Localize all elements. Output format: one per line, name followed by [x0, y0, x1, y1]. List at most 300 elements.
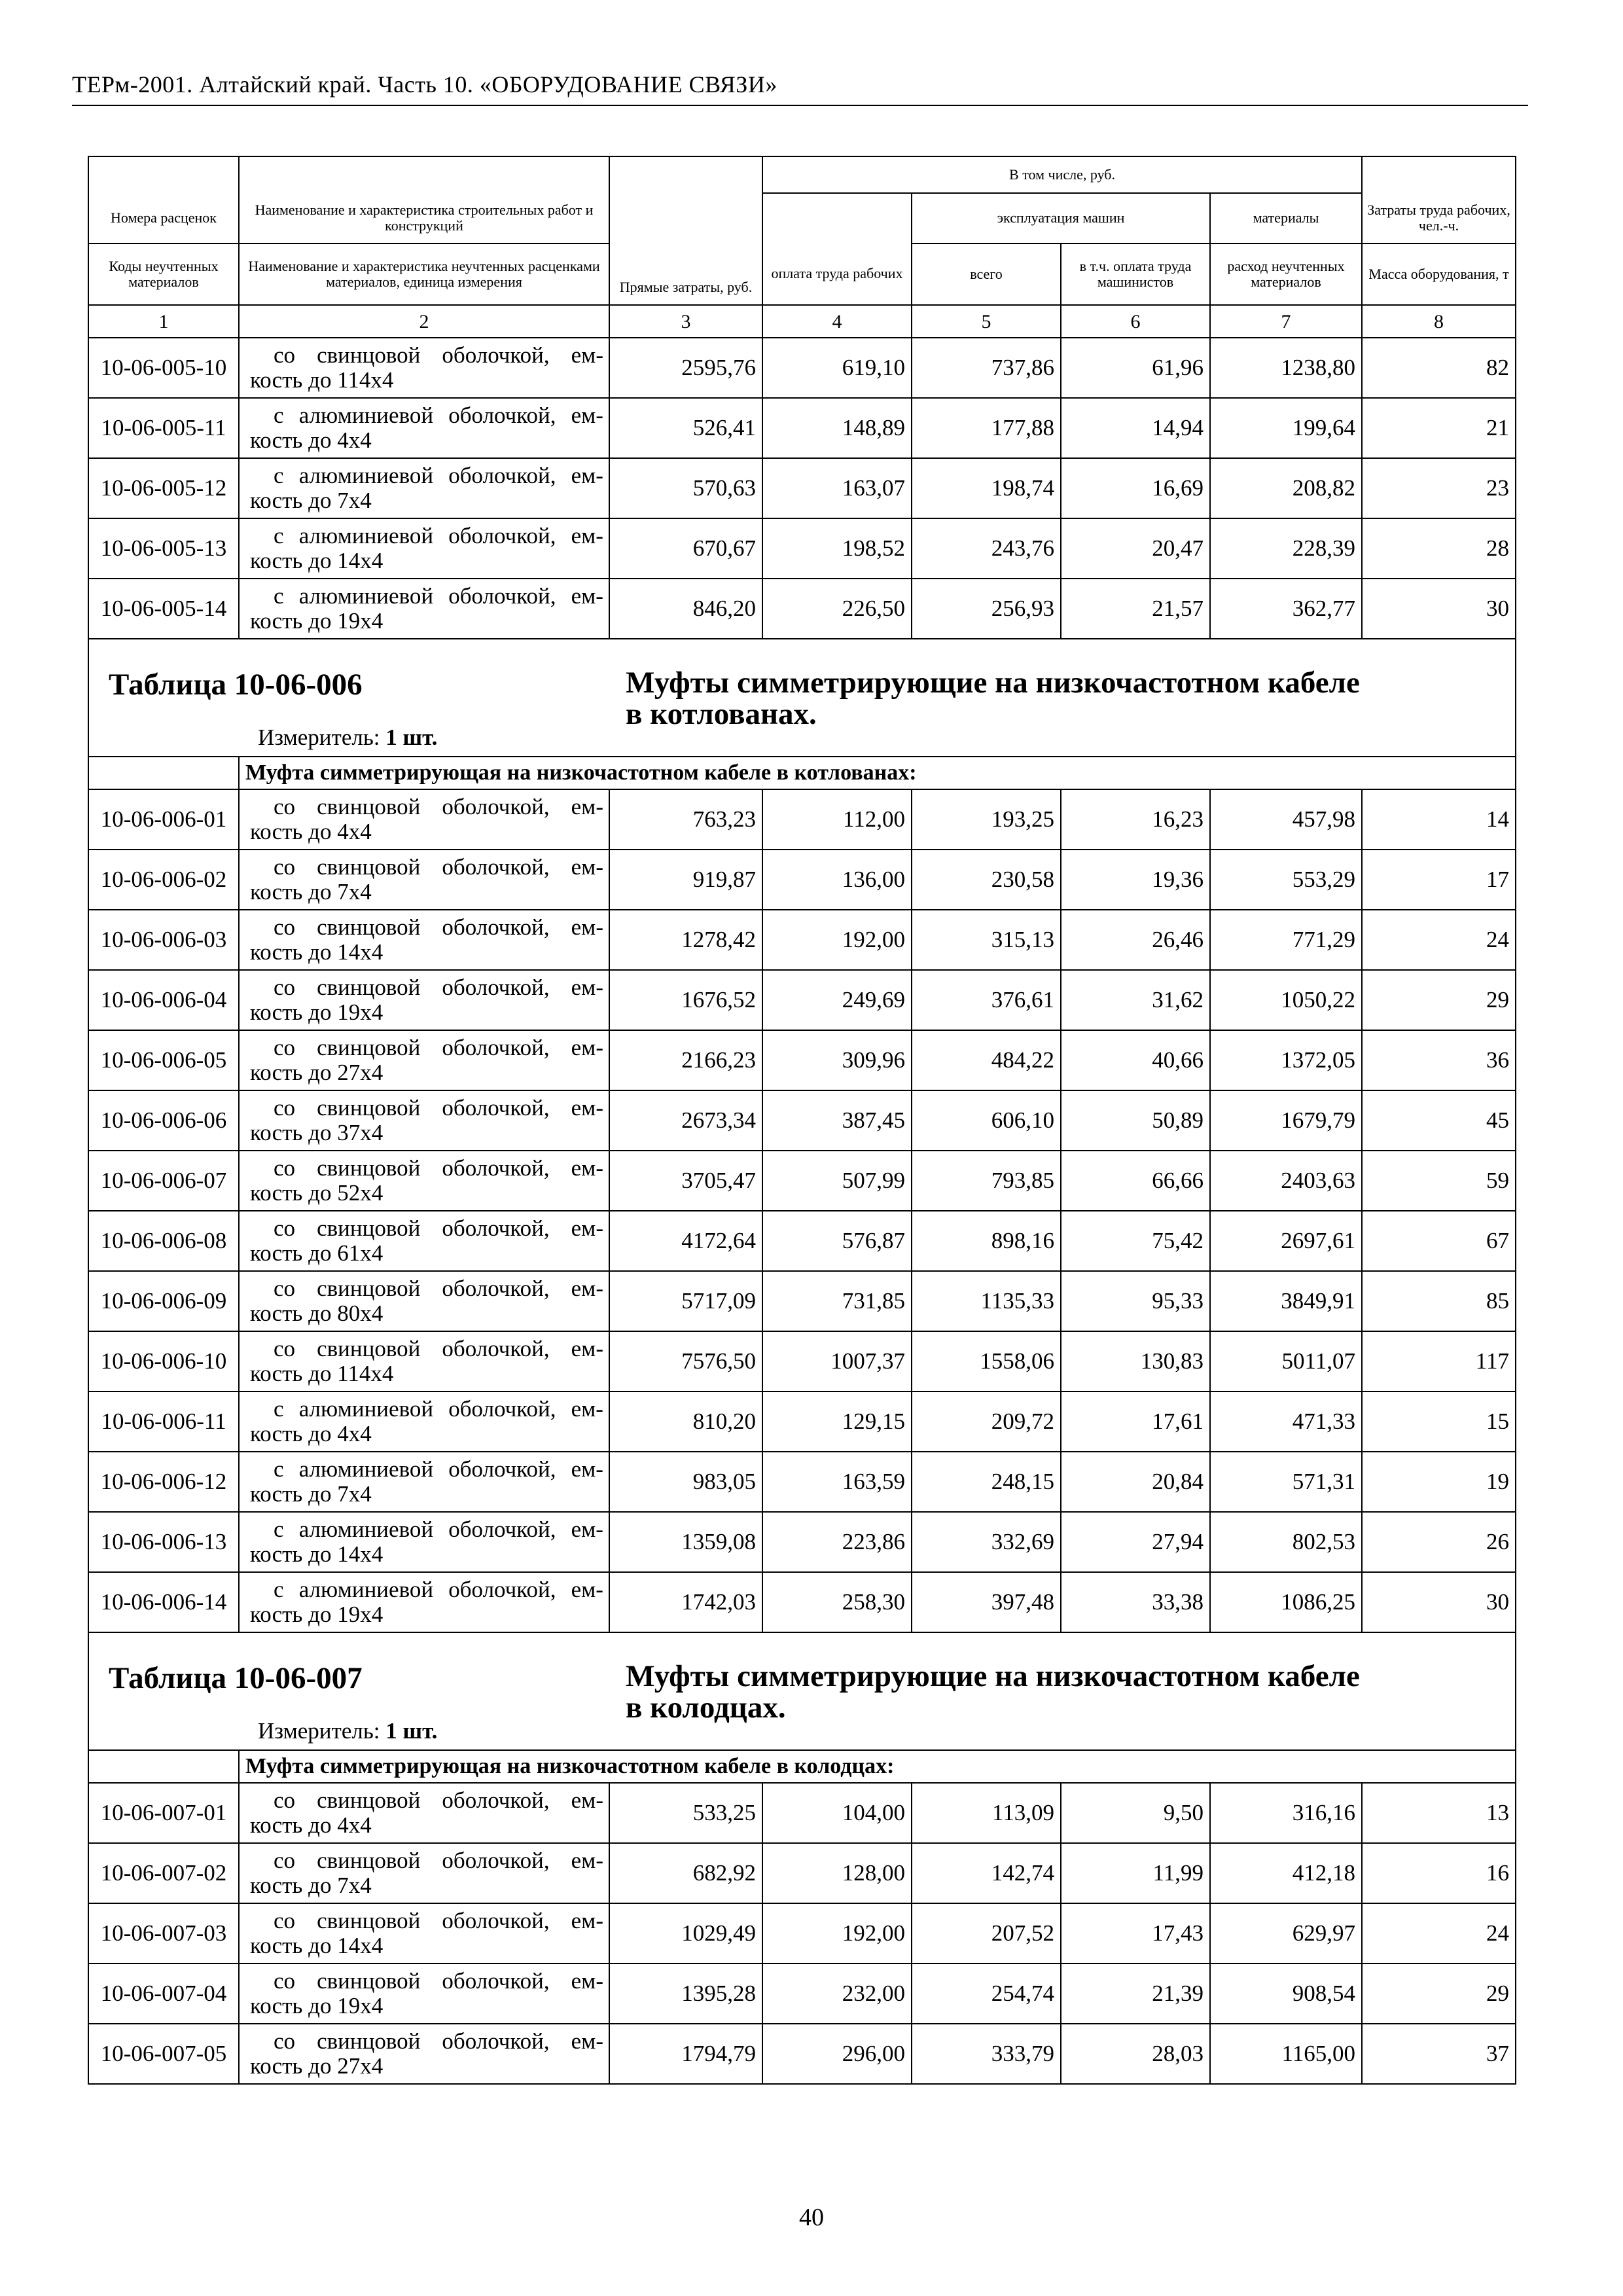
machine-operator-pay-value: 27,94: [1061, 1512, 1210, 1572]
direct-costs-value: 2166,23: [609, 1030, 762, 1090]
table-007-title-block: [88, 1632, 1516, 1750]
materials-value: 1165,00: [1210, 2024, 1362, 2084]
header-labor-costs: Затраты труда рабочих, чел.-ч.: [1362, 193, 1516, 243]
table-006-description-line: в котлованах.: [626, 697, 817, 731]
description-word: алюминиевой: [298, 1396, 434, 1422]
column-number: 3: [609, 305, 762, 338]
rate-code: 10-06-006-08: [88, 1211, 239, 1271]
table-row: [88, 1903, 1516, 1964]
description-word: оболочкой,: [442, 1787, 550, 1813]
description-word: оболочкой,: [448, 1396, 556, 1422]
machine-operator-pay-value: 75,42: [1061, 1211, 1210, 1271]
work-description-line1: [250, 1457, 603, 1482]
table-row: [88, 970, 1516, 1030]
description-word: оболочкой,: [448, 403, 556, 428]
description-word: свинцовой: [317, 914, 421, 940]
work-description: [239, 518, 609, 579]
description-word: оболочкой,: [442, 1336, 550, 1361]
section-blank-cell: [88, 1750, 239, 1783]
labor-hours-value: 19: [1362, 1452, 1516, 1512]
header-cell-blank: [609, 156, 762, 193]
machine-operator-pay-value: 61,96: [1061, 338, 1210, 398]
machine-total-value: 898,16: [912, 1211, 1061, 1271]
table-006-section-heading: Муфта симметрирующая на низкочастотном кабеле в котлованах:: [239, 757, 1516, 789]
description-word: оболочкой,: [442, 1155, 550, 1181]
labor-pay-value: 232,00: [762, 1964, 912, 2024]
rate-code: 10-06-007-04: [88, 1964, 239, 2024]
work-description-line1: [250, 1788, 603, 1813]
work-description: [239, 1903, 609, 1964]
machine-operator-pay-value: 9,50: [1061, 1783, 1210, 1843]
table-row: [88, 458, 1516, 518]
table-row: [88, 1211, 1516, 1271]
table-row: [88, 1090, 1516, 1151]
column-header-table: [88, 156, 1516, 338]
rate-code: 10-06-006-11: [88, 1391, 239, 1452]
table-row: [88, 1572, 1516, 1632]
column-number: 2: [239, 305, 609, 338]
work-description-line1: [250, 463, 603, 488]
work-description-line2: кость до 19х4: [250, 608, 383, 634]
labor-pay-value: 104,00: [762, 1783, 912, 1843]
machine-total-value: 793,85: [912, 1151, 1061, 1211]
machine-operator-pay-value: 33,38: [1061, 1572, 1210, 1632]
description-word: ем-: [571, 403, 603, 428]
description-word: со: [274, 975, 296, 1000]
work-description: [239, 1452, 609, 1512]
description-word: с: [274, 1396, 284, 1422]
work-description-line1: [250, 1336, 603, 1361]
labor-pay-value: 192,00: [762, 910, 912, 970]
direct-costs-value: 1395,28: [609, 1964, 762, 2024]
machine-total-value: 333,79: [912, 2024, 1061, 2084]
page-header: ТЕРм-2001. Алтайский край. Часть 10. «ОБОРУДОВАНИЕ СВЯЗИ»: [72, 71, 777, 98]
description-word: со: [274, 1276, 296, 1301]
labor-pay-value: 223,86: [762, 1512, 912, 1572]
table-006-measure: [258, 725, 437, 751]
work-description-line2: кость до 4х4: [250, 427, 372, 453]
header-including: В том числе, руб.: [762, 156, 1362, 193]
work-description-line2: кость до 61х4: [250, 1240, 383, 1266]
work-description-line1: [250, 343, 603, 368]
labor-pay-value: 507,99: [762, 1151, 912, 1211]
work-description: [239, 1783, 609, 1843]
direct-costs-value: 670,67: [609, 518, 762, 579]
labor-hours-value: 21: [1362, 398, 1516, 458]
labor-hours-value: 13: [1362, 1783, 1516, 1843]
work-description-line1: [250, 584, 603, 609]
table-row: [88, 1271, 1516, 1331]
machine-operator-pay-value: 21,39: [1061, 1964, 1210, 2024]
measure-value: 1 шт.: [385, 1718, 438, 1744]
materials-value: 1086,25: [1210, 1572, 1362, 1632]
description-word: со: [274, 1155, 296, 1181]
work-description-line1: [250, 403, 603, 428]
work-description-line1: [250, 795, 603, 819]
rate-code: 10-06-006-14: [88, 1572, 239, 1632]
labor-pay-value: 136,00: [762, 850, 912, 910]
materials-value: 908,54: [1210, 1964, 1362, 2024]
labor-pay-value: 296,00: [762, 2024, 912, 2084]
direct-costs-value: 526,41: [609, 398, 762, 458]
description-word: со: [274, 1908, 296, 1933]
machine-total-value: 737,86: [912, 338, 1061, 398]
labor-hours-value: 14: [1362, 789, 1516, 850]
header-labor-pay: оплата труда рабочих: [762, 243, 912, 305]
work-description-line1: [250, 1276, 603, 1301]
header-rule: [72, 105, 1528, 106]
header-cell-blank: [1362, 156, 1516, 193]
labor-pay-value: 731,85: [762, 1271, 912, 1331]
rate-code: 10-06-006-04: [88, 970, 239, 1030]
labor-pay-value: 258,30: [762, 1572, 912, 1632]
work-description: [239, 1843, 609, 1903]
work-description: [239, 398, 609, 458]
machine-operator-pay-value: 21,57: [1061, 579, 1210, 639]
machine-total-value: 397,48: [912, 1572, 1061, 1632]
work-description-line1: [250, 1577, 603, 1602]
description-word: оболочкой,: [448, 1456, 556, 1482]
work-description-line1: [250, 1969, 603, 1994]
table-row: [88, 1391, 1516, 1452]
labor-hours-value: 30: [1362, 1572, 1516, 1632]
table-row: [88, 1030, 1516, 1090]
machine-total-value: 248,15: [912, 1452, 1061, 1512]
description-word: ем-: [571, 1456, 603, 1482]
machine-total-value: 256,93: [912, 579, 1061, 639]
description-word: свинцовой: [317, 1155, 421, 1181]
machine-operator-pay-value: 16,69: [1061, 458, 1210, 518]
work-description-line2: кость до 37х4: [250, 1120, 383, 1145]
materials-value: 3849,91: [1210, 1271, 1362, 1331]
description-word: с: [274, 1577, 284, 1602]
machine-operator-pay-value: 16,23: [1061, 789, 1210, 850]
work-description: [239, 579, 609, 639]
work-description-line1: [250, 1216, 603, 1241]
materials-value: 1238,80: [1210, 338, 1362, 398]
work-description-line2: кость до 14х4: [250, 548, 383, 573]
description-word: оболочкой,: [442, 975, 550, 1000]
table-row: [88, 338, 1516, 398]
header-unaccounted-consumption: расход неучтенных материалов: [1210, 243, 1362, 305]
materials-value: 208,82: [1210, 458, 1362, 518]
column-number: 4: [762, 305, 912, 338]
labor-hours-value: 23: [1362, 458, 1516, 518]
description-word: ем-: [571, 1577, 603, 1602]
direct-costs-value: 810,20: [609, 1391, 762, 1452]
labor-hours-value: 29: [1362, 1964, 1516, 2024]
materials-value: 629,97: [1210, 1903, 1362, 1964]
work-description-line1: [250, 1517, 603, 1542]
table-row: [88, 910, 1516, 970]
direct-costs-value: 533,25: [609, 1783, 762, 1843]
description-word: с: [274, 1456, 284, 1482]
work-description: [239, 1271, 609, 1331]
work-description: [239, 1964, 609, 2024]
work-description-line2: кость до 7х4: [250, 1873, 372, 1898]
header-cell-blank: [239, 156, 609, 193]
description-word: оболочкой,: [442, 1035, 550, 1060]
column-number: 6: [1061, 305, 1210, 338]
machine-total-value: 315,13: [912, 910, 1061, 970]
work-description: [239, 789, 609, 850]
description-word: со: [274, 1848, 296, 1873]
rate-code: 10-06-007-03: [88, 1903, 239, 1964]
work-description-line1: [250, 1848, 603, 1873]
labor-pay-value: 576,87: [762, 1211, 912, 1271]
description-word: алюминиевой: [298, 1456, 434, 1482]
labor-pay-value: 148,89: [762, 398, 912, 458]
work-description: [239, 458, 609, 518]
work-description: [239, 1391, 609, 1452]
description-word: со: [274, 342, 296, 368]
description-word: алюминиевой: [298, 523, 434, 548]
table-row: [88, 1843, 1516, 1903]
description-word: со: [274, 1095, 296, 1121]
machine-total-value: 207,52: [912, 1903, 1061, 1964]
work-description-line2: кость до 14х4: [250, 939, 383, 965]
work-description-line2: кость до 7х4: [250, 488, 372, 513]
description-word: ем-: [571, 1787, 603, 1813]
description-word: со: [274, 2028, 296, 2054]
page-number: 40: [799, 2204, 824, 2231]
rate-code: 10-06-005-11: [88, 398, 239, 458]
labor-hours-value: 16: [1362, 1843, 1516, 1903]
description-word: свинцовой: [317, 1336, 421, 1361]
column-number: 5: [912, 305, 1061, 338]
machine-operator-pay-value: 31,62: [1061, 970, 1210, 1030]
header-materials: материалы: [1210, 193, 1362, 243]
labor-hours-value: 36: [1362, 1030, 1516, 1090]
work-description-line1: [250, 975, 603, 1000]
direct-costs-value: 4172,64: [609, 1211, 762, 1271]
work-description-line2: кость до 27х4: [250, 1060, 383, 1085]
direct-costs-value: 846,20: [609, 579, 762, 639]
materials-value: 199,64: [1210, 398, 1362, 458]
machine-total-value: 198,74: [912, 458, 1061, 518]
table-row: [88, 1964, 1516, 2024]
work-description-line1: [250, 1035, 603, 1060]
description-word: ем-: [571, 523, 603, 548]
header-machine-operator-pay: в т.ч. оплата труда машинистов: [1061, 243, 1210, 305]
work-description-line2: кость до 114х4: [250, 367, 394, 393]
description-word: со: [274, 1787, 296, 1813]
materials-value: 2697,61: [1210, 1211, 1362, 1271]
work-description-line2: кость до 27х4: [250, 2053, 383, 2079]
rates-table: [88, 337, 1516, 2085]
description-word: с: [274, 523, 284, 548]
materials-value: 457,98: [1210, 789, 1362, 850]
header-cell-blank: [88, 156, 239, 193]
machine-total-value: 484,22: [912, 1030, 1061, 1090]
direct-costs-value: 763,23: [609, 789, 762, 850]
labor-hours-value: 29: [1362, 970, 1516, 1030]
description-word: свинцовой: [317, 854, 421, 880]
machine-operator-pay-value: 11,99: [1061, 1843, 1210, 1903]
description-word: ем-: [571, 975, 603, 1000]
description-word: свинцовой: [317, 2028, 421, 2054]
machine-operator-pay-value: 17,61: [1061, 1391, 1210, 1452]
description-word: со: [274, 794, 296, 819]
description-word: ем-: [571, 1155, 603, 1181]
labor-pay-value: 249,69: [762, 970, 912, 1030]
labor-pay-value: 226,50: [762, 579, 912, 639]
labor-hours-value: 37: [1362, 2024, 1516, 2084]
header-machine-total: всего: [912, 243, 1061, 305]
table-row: [88, 1452, 1516, 1512]
materials-value: 471,33: [1210, 1391, 1362, 1452]
description-word: с: [274, 1516, 284, 1542]
description-word: свинцовой: [317, 1848, 421, 1873]
table-row: [88, 1783, 1516, 1843]
description-word: ем-: [571, 1908, 603, 1933]
header-rate-number: Номера расценок: [88, 193, 239, 243]
machine-total-value: 332,69: [912, 1512, 1061, 1572]
work-description-line1: [250, 1397, 603, 1422]
work-description-line2: кость до 52х4: [250, 1180, 383, 1206]
description-word: оболочкой,: [448, 583, 556, 609]
description-word: оболочкой,: [448, 1577, 556, 1602]
rate-code: 10-06-005-13: [88, 518, 239, 579]
work-description-line1: [250, 1096, 603, 1121]
rate-code: 10-06-006-01: [88, 789, 239, 850]
table-006-title: Таблица 10-06-006: [109, 668, 363, 702]
description-word: со: [274, 1035, 296, 1060]
header-cell-blank: [762, 193, 912, 243]
description-word: свинцовой: [317, 342, 421, 368]
direct-costs-value: 1359,08: [609, 1512, 762, 1572]
direct-costs-value: 983,05: [609, 1452, 762, 1512]
description-word: ем-: [571, 2028, 603, 2054]
description-word: свинцовой: [317, 794, 421, 819]
rate-code: 10-06-005-10: [88, 338, 239, 398]
machine-operator-pay-value: 130,83: [1061, 1331, 1210, 1391]
machine-total-value: 1558,06: [912, 1331, 1061, 1391]
description-word: со: [274, 854, 296, 880]
labor-hours-value: 26: [1362, 1512, 1516, 1572]
rate-code: 10-06-006-02: [88, 850, 239, 910]
rate-code: 10-06-006-03: [88, 910, 239, 970]
labor-hours-value: 82: [1362, 338, 1516, 398]
work-description: [239, 1512, 609, 1572]
machine-operator-pay-value: 14,94: [1061, 398, 1210, 458]
description-word: с: [274, 583, 284, 609]
direct-costs-value: 570,63: [609, 458, 762, 518]
table-006-title-block: [88, 639, 1516, 757]
table-row: [88, 398, 1516, 458]
rate-code: 10-06-005-14: [88, 579, 239, 639]
description-word: ем-: [571, 342, 603, 368]
work-description: [239, 1151, 609, 1211]
labor-hours-value: 24: [1362, 910, 1516, 970]
labor-hours-value: 59: [1362, 1151, 1516, 1211]
labor-pay-value: 163,07: [762, 458, 912, 518]
work-description-line1: [250, 915, 603, 940]
table-row: [88, 518, 1516, 579]
work-description-line1: [250, 2029, 603, 2054]
work-description: [239, 1030, 609, 1090]
table-row: [88, 2024, 1516, 2084]
machine-operator-pay-value: 20,47: [1061, 518, 1210, 579]
labor-pay-value: 387,45: [762, 1090, 912, 1151]
table-007-title: Таблица 10-06-007: [109, 1661, 363, 1695]
work-description: [239, 338, 609, 398]
description-word: ем-: [571, 1035, 603, 1060]
description-word: ем-: [571, 854, 603, 880]
description-word: свинцовой: [317, 1908, 421, 1933]
description-word: оболочкой,: [442, 914, 550, 940]
labor-hours-value: 30: [1362, 579, 1516, 639]
description-word: алюминиевой: [298, 1577, 434, 1602]
machine-operator-pay-value: 95,33: [1061, 1271, 1210, 1331]
machine-operator-pay-value: 50,89: [1061, 1090, 1210, 1151]
machine-total-value: 193,25: [912, 789, 1061, 850]
machine-total-value: 606,10: [912, 1090, 1061, 1151]
measure-label: Измеритель:: [258, 1718, 380, 1744]
materials-value: 802,53: [1210, 1512, 1362, 1572]
labor-pay-value: 198,52: [762, 518, 912, 579]
rate-code: 10-06-006-09: [88, 1271, 239, 1331]
column-number: 1: [88, 305, 239, 338]
work-description-line2: кость до 19х4: [250, 999, 383, 1025]
rate-code: 10-06-007-05: [88, 2024, 239, 2084]
description-word: свинцовой: [317, 1095, 421, 1121]
description-word: ем-: [571, 1095, 603, 1121]
rate-code: 10-06-006-07: [88, 1151, 239, 1211]
description-word: оболочкой,: [442, 1215, 550, 1241]
direct-costs-value: 919,87: [609, 850, 762, 910]
labor-pay-value: 1007,37: [762, 1331, 912, 1391]
table-row: [88, 1512, 1516, 1572]
header-work-name: Наименование и характеристика строительных работ и конструкций: [239, 193, 609, 243]
table-007-description-line: Муфты симметрирующие на низкочастотном кабеле: [626, 1659, 1360, 1693]
machine-total-value: 243,76: [912, 518, 1061, 579]
description-word: оболочкой,: [442, 1968, 550, 1994]
machine-operator-pay-value: 66,66: [1061, 1151, 1210, 1211]
description-word: ем-: [571, 1215, 603, 1241]
labor-pay-value: 163,59: [762, 1452, 912, 1512]
labor-hours-value: 15: [1362, 1391, 1516, 1452]
description-word: оболочкой,: [448, 523, 556, 548]
work-description: [239, 1572, 609, 1632]
direct-costs-value: 7576,50: [609, 1331, 762, 1391]
direct-costs-value: 1742,03: [609, 1572, 762, 1632]
work-description: [239, 1090, 609, 1151]
machine-operator-pay-value: 28,03: [1061, 2024, 1210, 2084]
machine-operator-pay-value: 20,84: [1061, 1452, 1210, 1512]
machine-total-value: 113,09: [912, 1783, 1061, 1843]
description-word: алюминиевой: [298, 463, 434, 488]
table-007-measure: [258, 1718, 437, 1744]
work-description: [239, 850, 609, 910]
labor-pay-value: 112,00: [762, 789, 912, 850]
work-description-line1: [250, 1156, 603, 1181]
table-row: [88, 850, 1516, 910]
description-word: с: [274, 463, 284, 488]
labor-hours-value: 17: [1362, 850, 1516, 910]
section-blank-cell: [88, 757, 239, 789]
labor-hours-value: 28: [1362, 518, 1516, 579]
rate-code: 10-06-007-01: [88, 1783, 239, 1843]
work-description-line2: кость до 7х4: [250, 879, 372, 905]
header-unaccounted-names: Наименование и характеристика неучтенных расценками материалов, единица измерения: [239, 243, 609, 305]
header-equipment-mass: Масса оборудования, т: [1362, 243, 1516, 305]
description-word: алюминиевой: [298, 583, 434, 609]
description-word: со: [274, 914, 296, 940]
table-row: [88, 789, 1516, 850]
table-007-description-line: в колодцах.: [626, 1691, 786, 1725]
materials-value: 1679,79: [1210, 1090, 1362, 1151]
